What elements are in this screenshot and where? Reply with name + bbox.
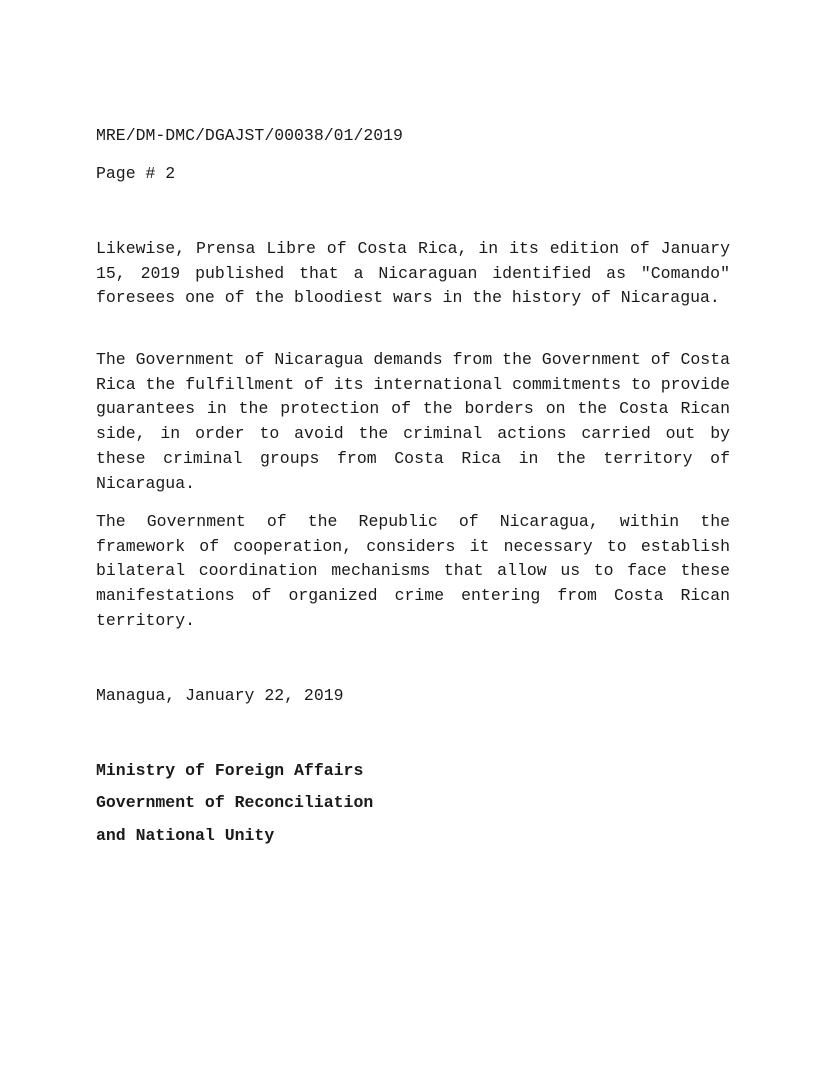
signature-line-unity: and National Unity (96, 826, 275, 845)
signature-line-government: Government of Reconciliation (96, 793, 374, 812)
body-paragraph-1: Likewise, Prensa Libre of Costa Rica, in its edition of January 15, 2019 published that a Nicaraguan identified as "Comando" foresees one of the bloodiest wars in the history of Nicaragua. (96, 239, 730, 308)
signature-line-ministry: Ministry of Foreign Affairs (96, 761, 364, 780)
document-reference-number: MRE/DM-DMC/DGAJST/00038/01/2019 (96, 126, 403, 145)
page-number: Page # 2 (96, 164, 176, 183)
body-paragraph-2: The Government of Nicaragua demands from the Government of Costa Rica the fulfillment of its international commitments to provide guarantees in the protection of the borders on the Costa Rican side, in order to avoid the criminal actions carried out by these criminal groups from Costa Rica in the territory of Nicaragua. (96, 350, 730, 493)
body-paragraph-3: The Government of the Republic of Nicaragua, within the framework of cooperation, considers it necessary to establish bilateral coordination mechanisms that allow us to face these manifestations of organized crime entering from Costa Rican territory. (96, 512, 730, 630)
place-and-date: Managua, January 22, 2019 (96, 686, 344, 705)
